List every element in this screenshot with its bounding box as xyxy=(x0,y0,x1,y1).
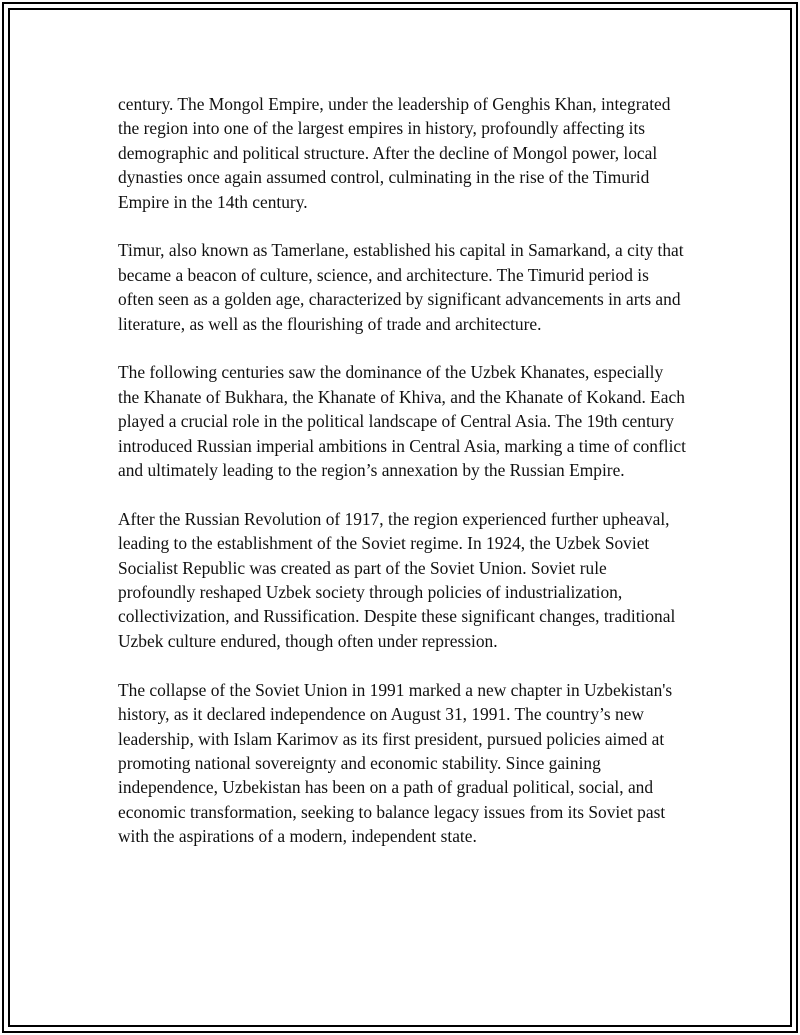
document-body xyxy=(118,92,688,849)
paragraph-independence: The collapse of the Soviet Union in 1991 marked a new chapter in Uzbekistan's history, as it declared independence on August 31, 1991. The country’s new leadership, with Islam Karimov as its first president, pursued policies aimed at promoting national sovereignty and economic stability. Since gaining independence, Uzbekistan has been on a path of gradual political, social, and economic transformation, seeking to balance legacy issues from its Soviet past with the aspirations of a modern, independent state. xyxy=(118,679,673,847)
paragraph-timurid-period: Timur, also known as Tamerlane, established his capital in Samarkand, a city that became a beacon of culture, science, and architecture. The Timurid period is often seen as a golden age, characterized by significant advancements in arts and literature, as well as the flourishing of trade and architecture. xyxy=(118,240,684,334)
paragraph-uzbek-khanates: The following centuries saw the dominance of the Uzbek Khanates, especially the Khanate of Bukhara, the Khanate of Khiva, and the Khanate of Kokand. Each played a crucial role in the political landscape of Central Asia. The 19th century introduced Russian imperial ambitions in Central Asia, marking a time of conflict and ultimately leading to the region’s annexation by the Russian Empire. xyxy=(118,362,686,481)
paragraph-mongol-empire: century. The Mongol Empire, under the leadership of Genghis Khan, integrated the region into one of the largest empires in history, profoundly affecting its demographic and political structure. After the decline of Mongol power, local dynasties once again assumed control, culminating in the rise of the Timurid Empire in the 14th century. xyxy=(118,94,671,212)
paragraph-soviet-era: After the Russian Revolution of 1917, the region experienced further upheaval, leading to the establishment of the Soviet regime. In 1924, the Uzbek Soviet Socialist Republic was created as part of the Soviet Union. Soviet rule profoundly reshaped Uzbek society through policies of industrialization, collectivization, and Russification. Despite these significant changes, traditional Uzbek culture endured, though often under repression. xyxy=(118,508,676,651)
